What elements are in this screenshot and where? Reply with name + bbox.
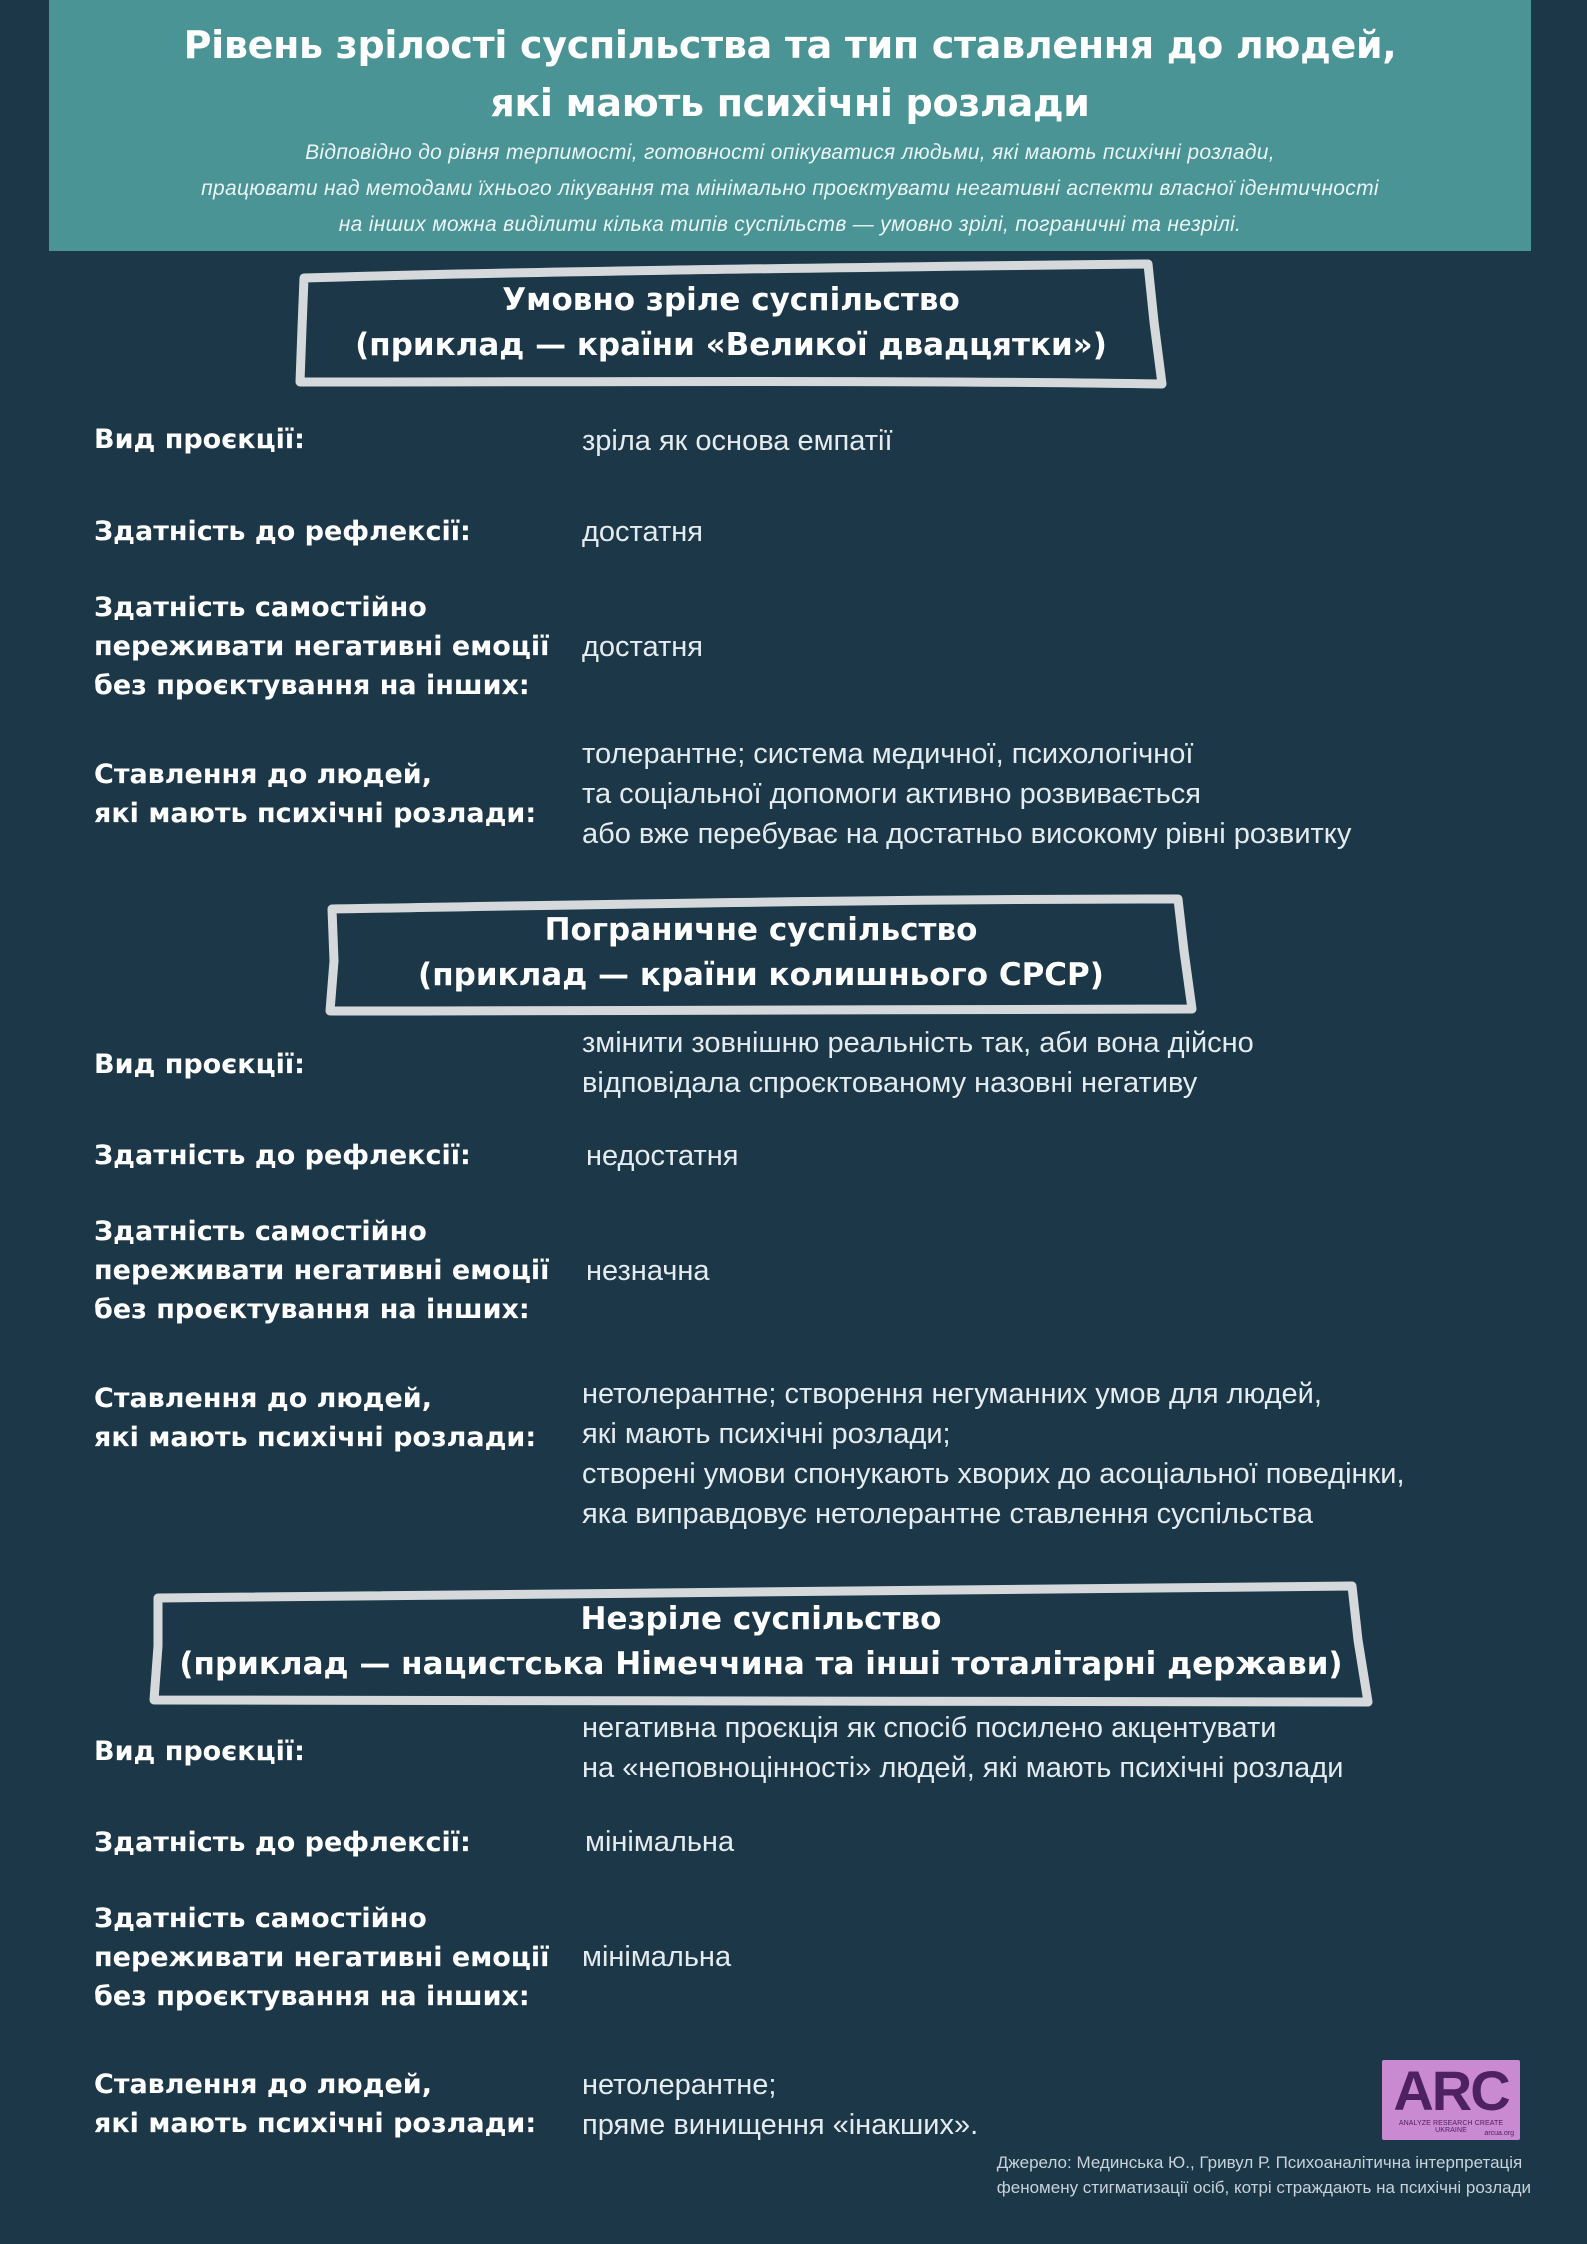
row-value-reflection: мінімальна <box>585 1826 735 1858</box>
row-value-attitude <box>582 734 1532 854</box>
label-line: без проєктування на інших: <box>94 670 530 701</box>
value-line: та соціальної допомоги активно розвивається <box>582 778 1202 810</box>
value-line: толерантне; система медичної, психологічної <box>582 738 1194 770</box>
section-title-line: Незріле суспільство <box>580 1601 942 1637</box>
label-line: Здатність самостійно <box>94 1216 427 1247</box>
row-label-projection: Вид проєкції: <box>94 1049 305 1080</box>
value-line: негативна проєкція як спосіб посилено акцентувати <box>582 1712 1277 1744</box>
label-line: переживати негативні емоції <box>94 1942 550 1973</box>
section-title-line: Пограничне суспільство <box>544 912 978 948</box>
subtitle-line: Відповідно до рівня терпимості, готовності опікуватися людьми, які мають психічні розлади, <box>305 141 1275 164</box>
label-line: без проєктування на інших: <box>94 1294 530 1325</box>
section-title-line: Умовно зріле суспільство <box>502 282 960 318</box>
label-line: без проєктування на інших: <box>94 1981 530 2012</box>
section-title-frame-immature <box>150 1580 1372 1708</box>
section-title-line: (приклад — нацистська Німеччина та інші тоталітарні держави) <box>179 1646 1343 1682</box>
label-line: Здатність самостійно <box>94 1903 427 1934</box>
row-label-projection: Вид проєкції: <box>94 424 305 455</box>
row-value-reflection: недостатня <box>586 1140 739 1172</box>
value-line: або вже перебуває на достатньо високому рівні розвитку <box>582 818 1352 850</box>
row-label-emotions <box>94 588 594 705</box>
row-value-attitude <box>582 1374 1532 1534</box>
row-value-projection <box>582 1708 1532 1788</box>
source-note <box>997 2150 1531 2200</box>
section-title <box>296 278 1166 368</box>
row-value-reflection: достатня <box>582 516 703 548</box>
section-title-line: (приклад — країни «Великої двадцятки») <box>355 327 1107 363</box>
label-line: Ставлення до людей, <box>94 1383 432 1414</box>
arc-logo <box>1382 2060 1520 2140</box>
value-line: на «неповноцінності» людей, які мають психічні розлади <box>582 1752 1344 1784</box>
label-line: Ставлення до людей, <box>94 2069 432 2100</box>
value-line: змінити зовнішню реальність так, аби вона дійсно <box>582 1027 1254 1059</box>
section-title-line: (приклад — країни колишнього СРСР) <box>418 957 1104 993</box>
logo-tagline: ANALYZE RESEARCH CREATE UKRAINE <box>1398 2120 1504 2134</box>
label-line: які мають психічні розлади: <box>94 1422 537 1453</box>
section-title <box>326 908 1196 998</box>
row-label-emotions <box>94 1899 594 2016</box>
label-line: які мають психічні розлади: <box>94 2108 537 2139</box>
row-label-reflection: Здатність до рефлексії: <box>94 1827 471 1858</box>
section-title-frame-mature <box>296 258 1166 390</box>
row-label-reflection: Здатність до рефлексії: <box>94 516 471 547</box>
header-banner <box>49 0 1531 251</box>
value-line: нетолерантне; <box>582 2069 777 2101</box>
row-value-emotions: мінімальна <box>582 1941 732 1973</box>
subtitle-line: на інших можна виділити кілька типів суспільств — умовно зрілі, пограничні та незрілі. <box>338 213 1242 236</box>
row-label-emotions <box>94 1212 594 1329</box>
label-line: Ставлення до людей, <box>94 759 432 790</box>
title-line: Рівень зрілості суспільства та тип ставлення до людей, <box>183 23 1397 67</box>
label-line: які мають психічні розлади: <box>94 798 537 829</box>
title-line: які мають психічні розлади <box>490 81 1090 125</box>
row-label-reflection: Здатність до рефлексії: <box>94 1140 471 1171</box>
page-subtitle <box>49 135 1531 243</box>
row-value-projection: зріла як основа емпатії <box>582 425 893 457</box>
value-line: які мають психічні розлади; <box>582 1418 951 1450</box>
value-line: пряме винищення «інакших». <box>582 2109 979 2141</box>
source-line: Джерело: Мединська Ю., Гривул Р. Психоаналітична інтерпретація <box>996 2153 1523 2172</box>
section-title <box>150 1597 1372 1687</box>
value-line: створені умови спонукають хворих до асоціальної поведінки, <box>582 1458 1405 1490</box>
row-value-emotions: достатня <box>582 631 703 663</box>
page-title <box>49 16 1531 132</box>
row-label-projection: Вид проєкції: <box>94 1736 305 1767</box>
label-line: Здатність самостійно <box>94 592 427 623</box>
label-line: переживати негативні емоції <box>94 631 550 662</box>
logo-url: arcua.org <box>1484 2130 1514 2137</box>
source-line: феномену стигматизації осіб, котрі страждають на психічні розлади <box>996 2178 1531 2197</box>
value-line: відповідала спроєктованому назовні негативу <box>582 1067 1198 1099</box>
value-line: нетолерантне; створення негуманних умов для людей, <box>582 1378 1322 1410</box>
value-line: яка виправдовує нетолерантне ставлення суспільства <box>582 1498 1313 1530</box>
section-title-frame-borderline <box>326 891 1196 1017</box>
row-label-attitude <box>94 1379 594 1457</box>
row-value-projection <box>582 1023 1532 1103</box>
row-label-attitude <box>94 755 594 833</box>
row-label-attitude <box>94 2065 594 2143</box>
logo-text: ARC <box>1393 2059 1509 2122</box>
subtitle-line: працювати над методами їхнього лікування та мінімально проєктувати негативні аспекти власної ідентичності <box>201 177 1379 200</box>
row-value-emotions: незначна <box>586 1255 710 1287</box>
label-line: переживати негативні емоції <box>94 1255 550 1286</box>
